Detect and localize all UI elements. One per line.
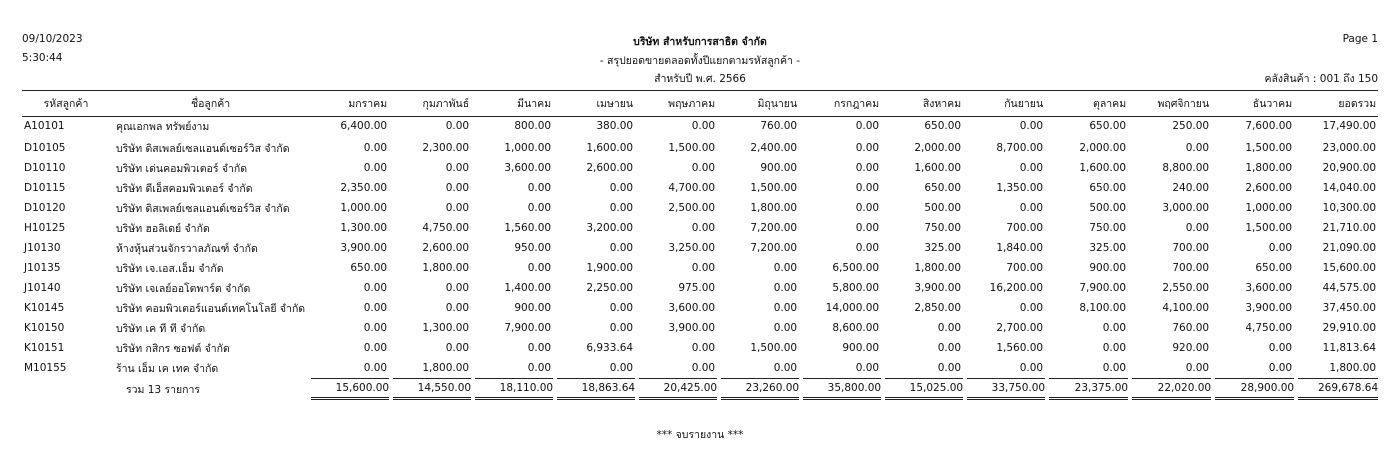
amount-cell: 3,900.00 [668, 322, 716, 334]
column-header: มกราคม [348, 97, 388, 110]
column-header: เมษายน [596, 97, 634, 110]
amount-cell: 0.00 [773, 282, 798, 294]
total-amount: 269,678.64 [1298, 378, 1378, 400]
page-number: Page 1 [1342, 33, 1378, 45]
amount-cell: 1,800.00 [914, 262, 962, 274]
amount-cell: 2,400.00 [750, 142, 798, 154]
amount-cell: 0.00 [527, 362, 552, 374]
amount-cell: 1,000.00 [340, 202, 388, 214]
amount-cell: 20,900.00 [1322, 162, 1377, 174]
amount-cell: 4,750.00 [1245, 322, 1293, 334]
report-year: สำหรับปี พ.ศ. 2566 [654, 73, 746, 85]
amount-cell: 0.00 [937, 362, 962, 374]
amount-cell: 0.00 [445, 342, 470, 354]
amount-cell: 2,250.00 [586, 282, 634, 294]
customer-code: J10130 [24, 242, 61, 254]
amount-cell: 0.00 [855, 202, 880, 214]
column-header: กรกฎาคม [833, 97, 880, 110]
amount-cell: 1,800.00 [422, 262, 470, 274]
amount-cell: 2,500.00 [668, 202, 716, 214]
amount-cell: 0.00 [855, 362, 880, 374]
amount-cell: 1,840.00 [996, 242, 1044, 254]
amount-cell: 1,560.00 [504, 222, 552, 234]
total-cell [1296, 378, 1380, 400]
amount-cell: 0.00 [1185, 142, 1210, 154]
amount-cell: 0.00 [609, 362, 634, 374]
amount-cell: 3,200.00 [586, 222, 634, 234]
amount-cell: 2,600.00 [1245, 182, 1293, 194]
amount-cell: 0.00 [1019, 120, 1044, 132]
total-cell [309, 378, 391, 400]
amount-cell: 1,500.00 [668, 142, 716, 154]
total-amount: 20,425.00 [639, 378, 717, 400]
amount-cell: 23,000.00 [1322, 142, 1377, 154]
amount-cell: 3,000.00 [1162, 202, 1210, 214]
customer-name: คุณเอกพล ทรัพย์งาม [116, 120, 210, 133]
amount-cell: 1,600.00 [586, 142, 634, 154]
amount-cell: 325.00 [924, 242, 962, 254]
amount-cell: 1,350.00 [996, 182, 1044, 194]
amount-cell: 700.00 [1172, 262, 1210, 274]
amount-cell: 1,600.00 [914, 162, 962, 174]
table-body [20, 114, 1380, 378]
amount-cell: 0.00 [773, 322, 798, 334]
total-amount: 15,025.00 [885, 378, 963, 400]
amount-cell: 920.00 [1172, 342, 1210, 354]
header-top-rule [22, 90, 1378, 91]
amount-cell: 0.00 [855, 242, 880, 254]
amount-cell: 760.00 [1172, 322, 1210, 334]
amount-cell: 8,700.00 [996, 142, 1044, 154]
amount-cell: 750.00 [924, 222, 962, 234]
table-row [20, 218, 1380, 238]
customer-code: D10115 [24, 182, 66, 194]
amount-cell: 2,700.00 [996, 322, 1044, 334]
amount-cell: 2,600.00 [422, 242, 470, 254]
amount-cell: 0.00 [363, 362, 388, 374]
amount-cell: 0.00 [445, 182, 470, 194]
table-row [20, 278, 1380, 298]
warehouse-range: คลังสินค้า : 001 ถึง 150 [1264, 73, 1378, 85]
amount-cell: 975.00 [678, 282, 716, 294]
amount-cell: 0.00 [1102, 362, 1127, 374]
amount-cell: 3,250.00 [668, 242, 716, 254]
total-amount: 18,110.00 [475, 378, 553, 400]
table-row [20, 114, 1380, 138]
amount-cell: 380.00 [596, 120, 634, 132]
customer-name: บริษัท เค ที ที จำกัด [116, 322, 206, 335]
amount-cell: 4,750.00 [422, 222, 470, 234]
column-header: ตุลาคม [1093, 97, 1127, 110]
amount-cell: 5,800.00 [832, 282, 880, 294]
amount-cell: 3,900.00 [914, 282, 962, 294]
amount-cell: 1,500.00 [1245, 142, 1293, 154]
amount-cell: 1,900.00 [586, 262, 634, 274]
amount-cell: 0.00 [691, 362, 716, 374]
amount-cell: 4,100.00 [1162, 302, 1210, 314]
amount-cell: 2,600.00 [586, 162, 634, 174]
amount-cell: 15,600.00 [1322, 262, 1377, 274]
customer-code: A10101 [24, 120, 65, 132]
amount-cell: 6,500.00 [832, 262, 880, 274]
amount-cell: 0.00 [691, 222, 716, 234]
amount-cell: 2,850.00 [914, 302, 962, 314]
customer-name: บริษัท ดิสเพลย์เซลแอนด์เซอร์วิส จำกัด [116, 202, 290, 215]
amount-cell: 0.00 [445, 162, 470, 174]
amount-cell: 1,600.00 [1079, 162, 1127, 174]
amount-cell: 1,560.00 [996, 342, 1044, 354]
column-header: มิถุนายน [757, 97, 798, 110]
amount-cell: 0.00 [609, 182, 634, 194]
amount-cell: 1,000.00 [504, 142, 552, 154]
amount-cell: 8,800.00 [1162, 162, 1210, 174]
amount-cell: 10,300.00 [1322, 202, 1377, 214]
customer-code: K10150 [24, 322, 65, 334]
amount-cell: 2,300.00 [422, 142, 470, 154]
amount-cell: 1,300.00 [340, 222, 388, 234]
customer-name: บริษัท เจเลย์ออโตพาร์ต จำกัด [116, 282, 251, 295]
sales-table [20, 92, 1380, 400]
amount-cell: 3,600.00 [1245, 282, 1293, 294]
amount-cell: 650.00 [1255, 262, 1293, 274]
amount-cell: 700.00 [1006, 262, 1044, 274]
amount-cell: 1,000.00 [1245, 202, 1293, 214]
customer-name: บริษัท กสิกร ซอฟต์ จำกัด [116, 342, 230, 355]
table-header-row [20, 92, 1380, 114]
amount-cell: 900.00 [514, 302, 552, 314]
amount-cell: 2,550.00 [1162, 282, 1210, 294]
end-of-report: *** จบรายงาน *** [656, 429, 744, 441]
column-header: กันยายน [1004, 97, 1044, 110]
amount-cell: 500.00 [924, 202, 962, 214]
total-amount: 28,900.00 [1215, 378, 1294, 400]
amount-cell: 0.00 [363, 302, 388, 314]
amount-cell: 0.00 [1185, 222, 1210, 234]
report-title: - สรุปยอดขายตลอดทั้งปีแยกตามรหัสลูกค้า - [599, 55, 801, 67]
total-cell [719, 378, 801, 400]
amount-cell: 0.00 [527, 202, 552, 214]
amount-cell: 1,500.00 [750, 182, 798, 194]
report-date: 09/10/2023 [22, 33, 83, 45]
amount-cell: 700.00 [1172, 242, 1210, 254]
customer-name: บริษัท ฮอลิเดย์ จำกัด [116, 222, 210, 235]
amount-cell: 3,600.00 [504, 162, 552, 174]
total-amount: 15,600.00 [311, 378, 389, 400]
column-header: มีนาคม [517, 97, 552, 110]
amount-cell: 3,900.00 [1245, 302, 1293, 314]
amount-cell: 0.00 [609, 202, 634, 214]
amount-cell: 0.00 [363, 342, 388, 354]
amount-cell: 7,600.00 [1245, 120, 1293, 132]
amount-cell: 250.00 [1172, 120, 1210, 132]
amount-cell: 900.00 [1089, 262, 1127, 274]
amount-cell: 0.00 [527, 342, 552, 354]
table-row [20, 338, 1380, 358]
amount-cell: 650.00 [1089, 120, 1127, 132]
amount-cell: 0.00 [609, 242, 634, 254]
amount-cell: 37,450.00 [1322, 302, 1377, 314]
amount-cell: 11,813.64 [1322, 342, 1377, 354]
column-header: กุมภาพันธ์ [422, 97, 470, 110]
amount-cell: 0.00 [1102, 342, 1127, 354]
totals-label: รวม 13 รายการ [126, 383, 201, 396]
total-cell [473, 378, 555, 400]
company-name: บริษัท สำหรับการสาธิต จำกัด [633, 36, 767, 48]
total-cell [1213, 378, 1296, 400]
amount-cell: 6,933.64 [586, 342, 634, 354]
table-row [20, 358, 1380, 378]
customer-name: บริษัท ดิสเพลย์เซลแอนด์เซอร์วิส จำกัด [116, 142, 290, 155]
amount-cell: 650.00 [924, 182, 962, 194]
amount-cell: 14,000.00 [825, 302, 880, 314]
total-cell [555, 378, 637, 400]
amount-cell: 0.00 [855, 120, 880, 132]
amount-cell: 7,200.00 [750, 242, 798, 254]
column-header: พฤศจิกายน [1157, 97, 1210, 110]
amount-cell: 6,400.00 [340, 120, 388, 132]
amount-cell: 3,600.00 [668, 302, 716, 314]
amount-cell: 0.00 [937, 322, 962, 334]
amount-cell: 650.00 [350, 262, 388, 274]
amount-cell: 650.00 [1089, 182, 1127, 194]
total-amount: 23,260.00 [721, 378, 799, 400]
amount-cell: 0.00 [1268, 242, 1293, 254]
total-amount: 23,375.00 [1049, 378, 1128, 400]
amount-cell: 760.00 [760, 120, 798, 132]
amount-cell: 0.00 [363, 162, 388, 174]
customer-name: ห้างหุ้นส่วนจักรวาลภัณฑ์ จำกัด [116, 242, 258, 255]
customer-code: D10105 [24, 142, 66, 154]
amount-cell: 2,350.00 [340, 182, 388, 194]
amount-cell: 800.00 [514, 120, 552, 132]
total-cell [391, 378, 473, 400]
amount-cell: 0.00 [527, 182, 552, 194]
amount-cell: 8,600.00 [832, 322, 880, 334]
table-row [20, 258, 1380, 278]
amount-cell: 29,910.00 [1322, 322, 1377, 334]
customer-code: M10155 [24, 362, 67, 374]
customer-code: K10151 [24, 342, 65, 354]
customer-name: บริษัท เด่นคอมพิวเตอร์ จำกัด [116, 162, 248, 175]
amount-cell: 0.00 [609, 322, 634, 334]
amount-cell: 0.00 [1102, 322, 1127, 334]
amount-cell: 2,000.00 [1079, 142, 1127, 154]
table-row [20, 178, 1380, 198]
amount-cell: 1,800.00 [422, 362, 470, 374]
amount-cell: 0.00 [691, 120, 716, 132]
amount-cell: 0.00 [773, 362, 798, 374]
column-header: ยอดรวม [1338, 97, 1377, 110]
amount-cell: 650.00 [924, 120, 962, 132]
amount-cell: 7,900.00 [1079, 282, 1127, 294]
amount-cell: 0.00 [1019, 362, 1044, 374]
amount-cell: 0.00 [691, 342, 716, 354]
amount-cell: 0.00 [937, 342, 962, 354]
amount-cell: 44,575.00 [1322, 282, 1377, 294]
amount-cell: 0.00 [1019, 302, 1044, 314]
customer-name: บริษัท เจ.เอส.เอ็ม จำกัด [116, 262, 224, 275]
amount-cell: 1,300.00 [422, 322, 470, 334]
amount-cell: 0.00 [1185, 362, 1210, 374]
column-header: สิงหาคม [922, 97, 962, 110]
total-cell [1047, 378, 1130, 400]
amount-cell: 1,400.00 [504, 282, 552, 294]
table-row [20, 198, 1380, 218]
customer-code: D10110 [24, 162, 66, 174]
amount-cell: 0.00 [1019, 162, 1044, 174]
table-row [20, 318, 1380, 338]
amount-cell: 0.00 [445, 120, 470, 132]
amount-cell: 14,040.00 [1322, 182, 1377, 194]
amount-cell: 0.00 [773, 302, 798, 314]
table-row [20, 238, 1380, 258]
total-amount: 33,750.00 [967, 378, 1045, 400]
amount-cell: 1,800.00 [1329, 362, 1377, 374]
amount-cell: 0.00 [855, 182, 880, 194]
table-row [20, 138, 1380, 158]
amount-cell: 500.00 [1089, 202, 1127, 214]
amount-cell: 21,090.00 [1322, 242, 1377, 254]
amount-cell: 2,000.00 [914, 142, 962, 154]
customer-code: J10135 [24, 262, 61, 274]
amount-cell: 1,500.00 [750, 342, 798, 354]
amount-cell: 240.00 [1172, 182, 1210, 194]
table-row [20, 158, 1380, 178]
amount-cell: 0.00 [855, 142, 880, 154]
amount-cell: 0.00 [445, 302, 470, 314]
amount-cell: 0.00 [445, 282, 470, 294]
column-header: พฤษภาคม [668, 97, 716, 110]
amount-cell: 8,100.00 [1079, 302, 1127, 314]
amount-cell: 0.00 [691, 162, 716, 174]
amount-cell: 0.00 [773, 262, 798, 274]
customer-code: K10145 [24, 302, 65, 314]
amount-cell: 7,900.00 [504, 322, 552, 334]
amount-cell: 4,700.00 [668, 182, 716, 194]
amount-cell: 0.00 [691, 262, 716, 274]
total-amount: 18,863.64 [557, 378, 635, 400]
amount-cell: 0.00 [363, 282, 388, 294]
amount-cell: 1,800.00 [1245, 162, 1293, 174]
total-cell [1130, 378, 1213, 400]
amount-cell: 7,200.00 [750, 222, 798, 234]
total-amount: 22,020.00 [1132, 378, 1211, 400]
amount-cell: 0.00 [363, 322, 388, 334]
amount-cell: 700.00 [1006, 222, 1044, 234]
total-cell [883, 378, 965, 400]
total-amount: 35,800.00 [803, 378, 881, 400]
amount-cell: 900.00 [760, 162, 798, 174]
customer-name: ร้าน เอ็ม เค เทค จำกัด [116, 362, 219, 375]
amount-cell: 0.00 [855, 162, 880, 174]
report-time: 5:30:44 [22, 52, 63, 64]
column-header: รหัสลูกค้า [43, 97, 89, 110]
amount-cell: 950.00 [514, 242, 552, 254]
amount-cell: 325.00 [1089, 242, 1127, 254]
column-header: ธันวาคม [1252, 97, 1293, 110]
table-row [20, 298, 1380, 318]
customer-code: J10140 [24, 282, 61, 294]
customer-name: บริษัท คอมพิวเตอร์แอนด์เทคโนโลยี จำกัด [116, 302, 306, 315]
amount-cell: 0.00 [1019, 202, 1044, 214]
amount-cell: 900.00 [842, 342, 880, 354]
amount-cell: 1,800.00 [750, 202, 798, 214]
totals-row [20, 378, 1380, 400]
amount-cell: 0.00 [855, 222, 880, 234]
amount-cell: 0.00 [1268, 362, 1293, 374]
amount-cell: 0.00 [445, 202, 470, 214]
amount-cell: 16,200.00 [989, 282, 1044, 294]
customer-code: D10120 [24, 202, 66, 214]
total-cell [637, 378, 719, 400]
amount-cell: 21,710.00 [1322, 222, 1377, 234]
customer-name: บริษัท ดีเอ็สคอมพิวเตอร์ จำกัด [116, 182, 253, 195]
amount-cell: 0.00 [1268, 342, 1293, 354]
amount-cell: 17,490.00 [1322, 120, 1377, 132]
customer-code: H10125 [24, 222, 66, 234]
total-cell [801, 378, 883, 400]
amount-cell: 750.00 [1089, 222, 1127, 234]
total-cell [965, 378, 1047, 400]
amount-cell: 1,500.00 [1245, 222, 1293, 234]
amount-cell: 0.00 [527, 262, 552, 274]
totals-spacer [20, 378, 112, 400]
total-amount: 14,550.00 [393, 378, 471, 400]
column-header: ชื่อลูกค้า [190, 97, 231, 110]
amount-cell: 0.00 [609, 302, 634, 314]
amount-cell: 3,900.00 [340, 242, 388, 254]
amount-cell: 0.00 [363, 142, 388, 154]
